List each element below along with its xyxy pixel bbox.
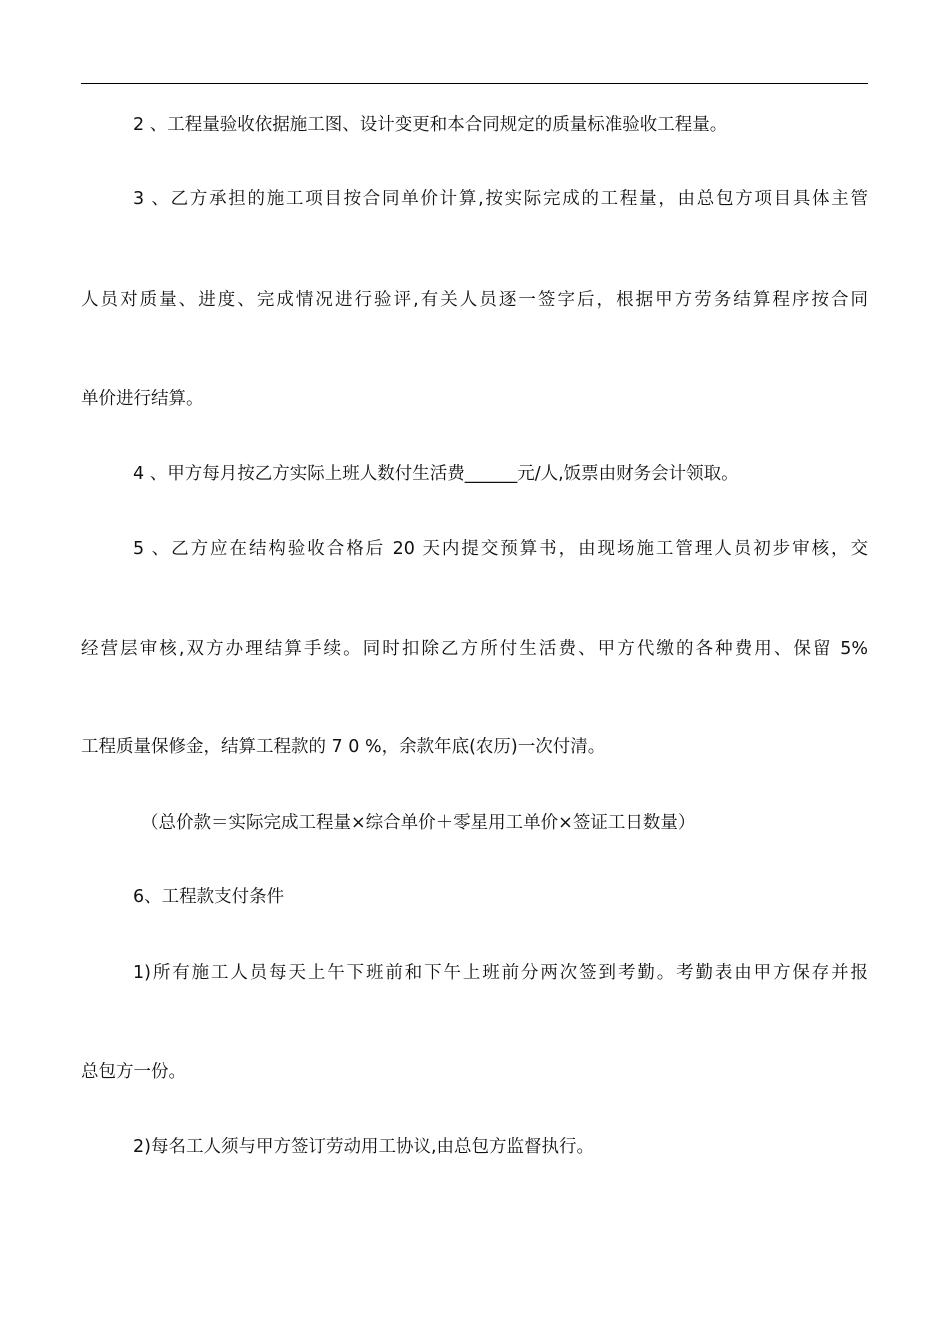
clause-4-line-1: 4 、甲方每月按乙方实际上班人数付生活费______元/人,饭票由财务会计领取。 [133,464,739,484]
item-2-line-1: 2)每名工人须与甲方签订劳动用工协议,由总包方监督执行。 [133,1137,595,1157]
clause-6-heading: 6、工程款支付条件 [133,887,285,907]
item-1-line-1: 1)所有施工人员每天上午下班前和下午上班前分两次签到考勤。考勤表由甲方保存并报 [133,963,868,983]
clause-3-line-1: 3 、乙方承担的施工项目按合同单价计算,按实际完成的工程量，由总包方项目具体主管 [133,189,868,209]
header-rule [81,83,868,84]
clause-5-line-1: 5 、乙方应在结构验收合格后 20 天内提交预算书，由现场施工管理人员初步审核，交 [133,539,868,559]
clause-3-line-2: 人员对质量、进度、完成情况进行验评,有关人员逐一签字后，根据甲方劳务结算程序按合同 [81,290,868,310]
clause-5-line-3: 工程质量保修金，结算工程款的 7 0 %，余款年底(农历)一次付清。 [81,737,606,757]
formula-line: （总价款＝实际完成工程量×综合单价＋零星用工单价×签证工日数量） [141,813,696,833]
clause-2-line-1: 2 、工程量验收依据施工图、设计变更和本合同规定的质量标准验收工程量。 [133,115,728,135]
clause-5-line-2: 经营层审核,双方办理结算手续。同时扣除乙方所付生活费、甲方代缴的各种费用、保留 5% [81,639,868,659]
clause-3-line-3: 单价进行结算。 [81,389,204,409]
item-1-line-2: 总包方一份。 [81,1062,186,1082]
